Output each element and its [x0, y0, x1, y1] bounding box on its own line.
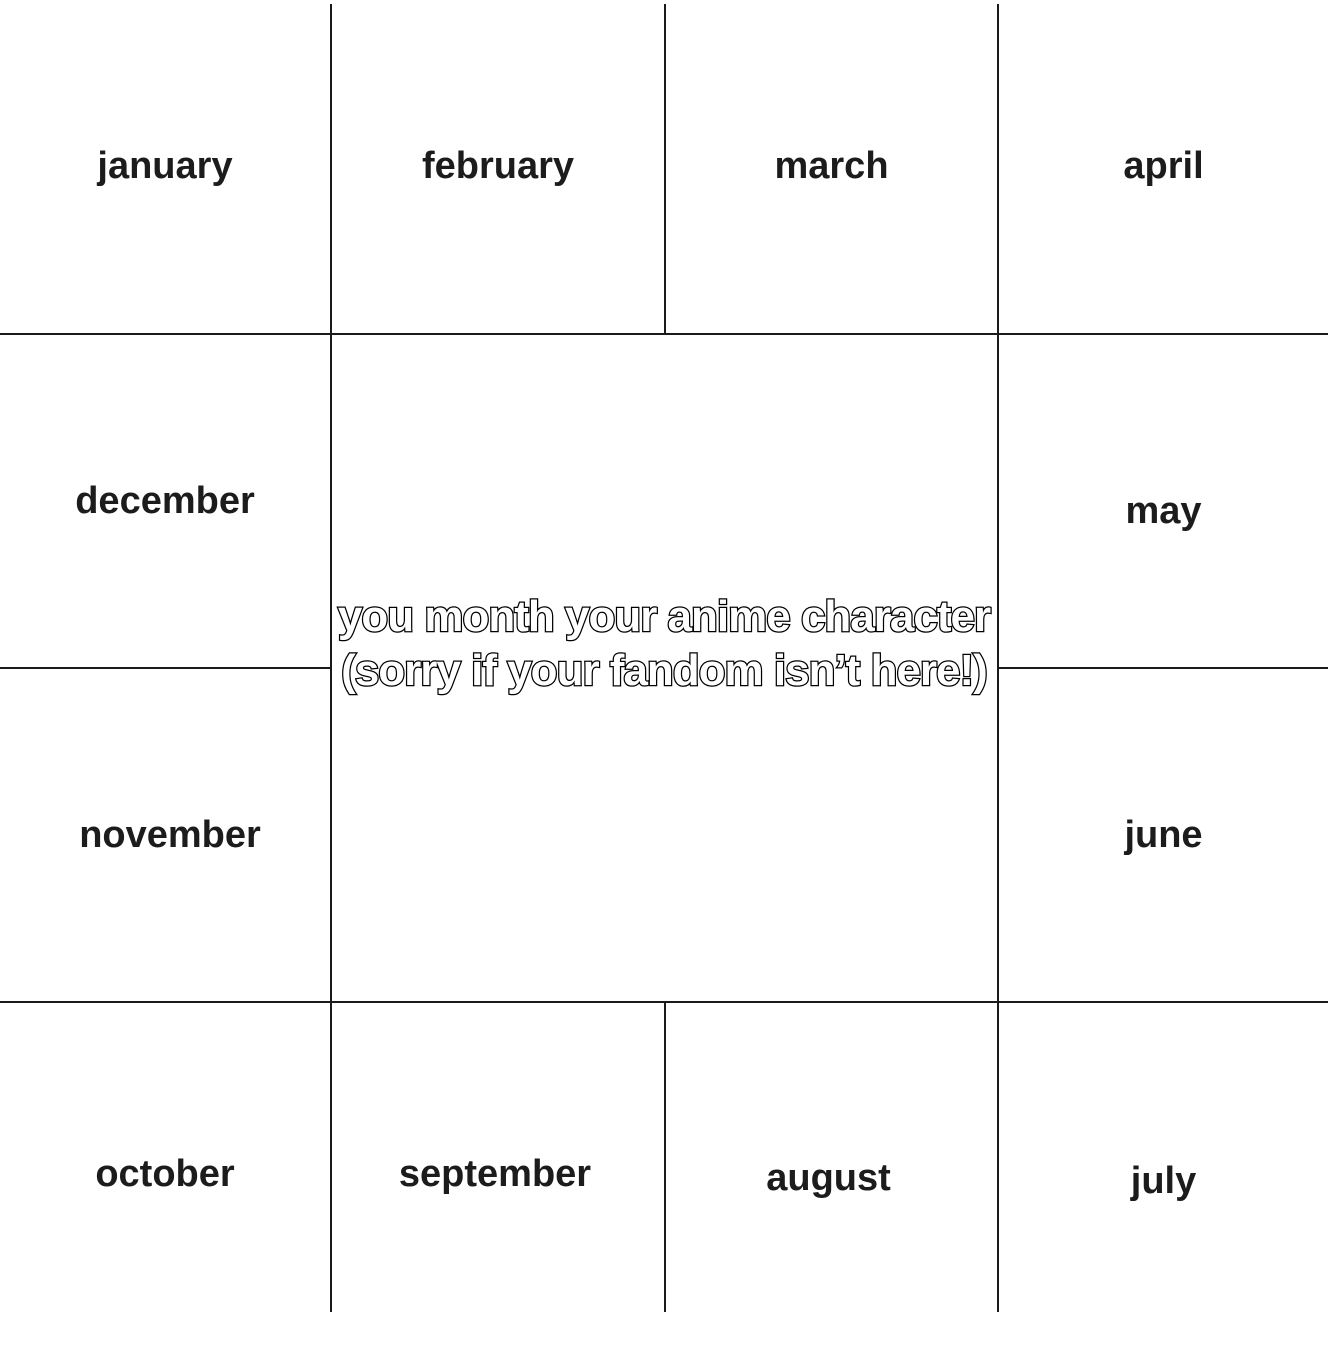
month-cell-april	[999, 0, 1328, 333]
month-cell-november	[0, 669, 340, 1001]
month-cell-june	[999, 669, 1328, 1001]
month-label: october	[95, 1152, 235, 1195]
month-label: may	[1125, 489, 1202, 532]
month-label: january	[97, 145, 233, 187]
month-label: august	[766, 1156, 891, 1199]
month-label: february	[421, 145, 575, 187]
caption-overlay	[0, 590, 1328, 698]
month-cell-september	[332, 1003, 658, 1345]
month-cell-january	[0, 0, 330, 333]
month-label: november	[79, 813, 261, 856]
month-label: september	[398, 1152, 592, 1195]
month-cell-july	[999, 1003, 1328, 1359]
month-cell-august	[666, 1003, 991, 1353]
month-cell-march	[666, 0, 997, 333]
month-label: december	[75, 479, 255, 522]
month-label: july	[1130, 1159, 1197, 1202]
month-cell-february	[332, 0, 664, 333]
month-label: march	[774, 145, 889, 187]
caption-line-1: you month your anime character	[337, 592, 991, 641]
month-label: april	[1123, 145, 1204, 187]
caption-line-2: (sorry if your fandom isn’t here!)	[341, 646, 987, 695]
month-label: june	[1124, 813, 1203, 856]
month-cell-october	[0, 1003, 330, 1345]
